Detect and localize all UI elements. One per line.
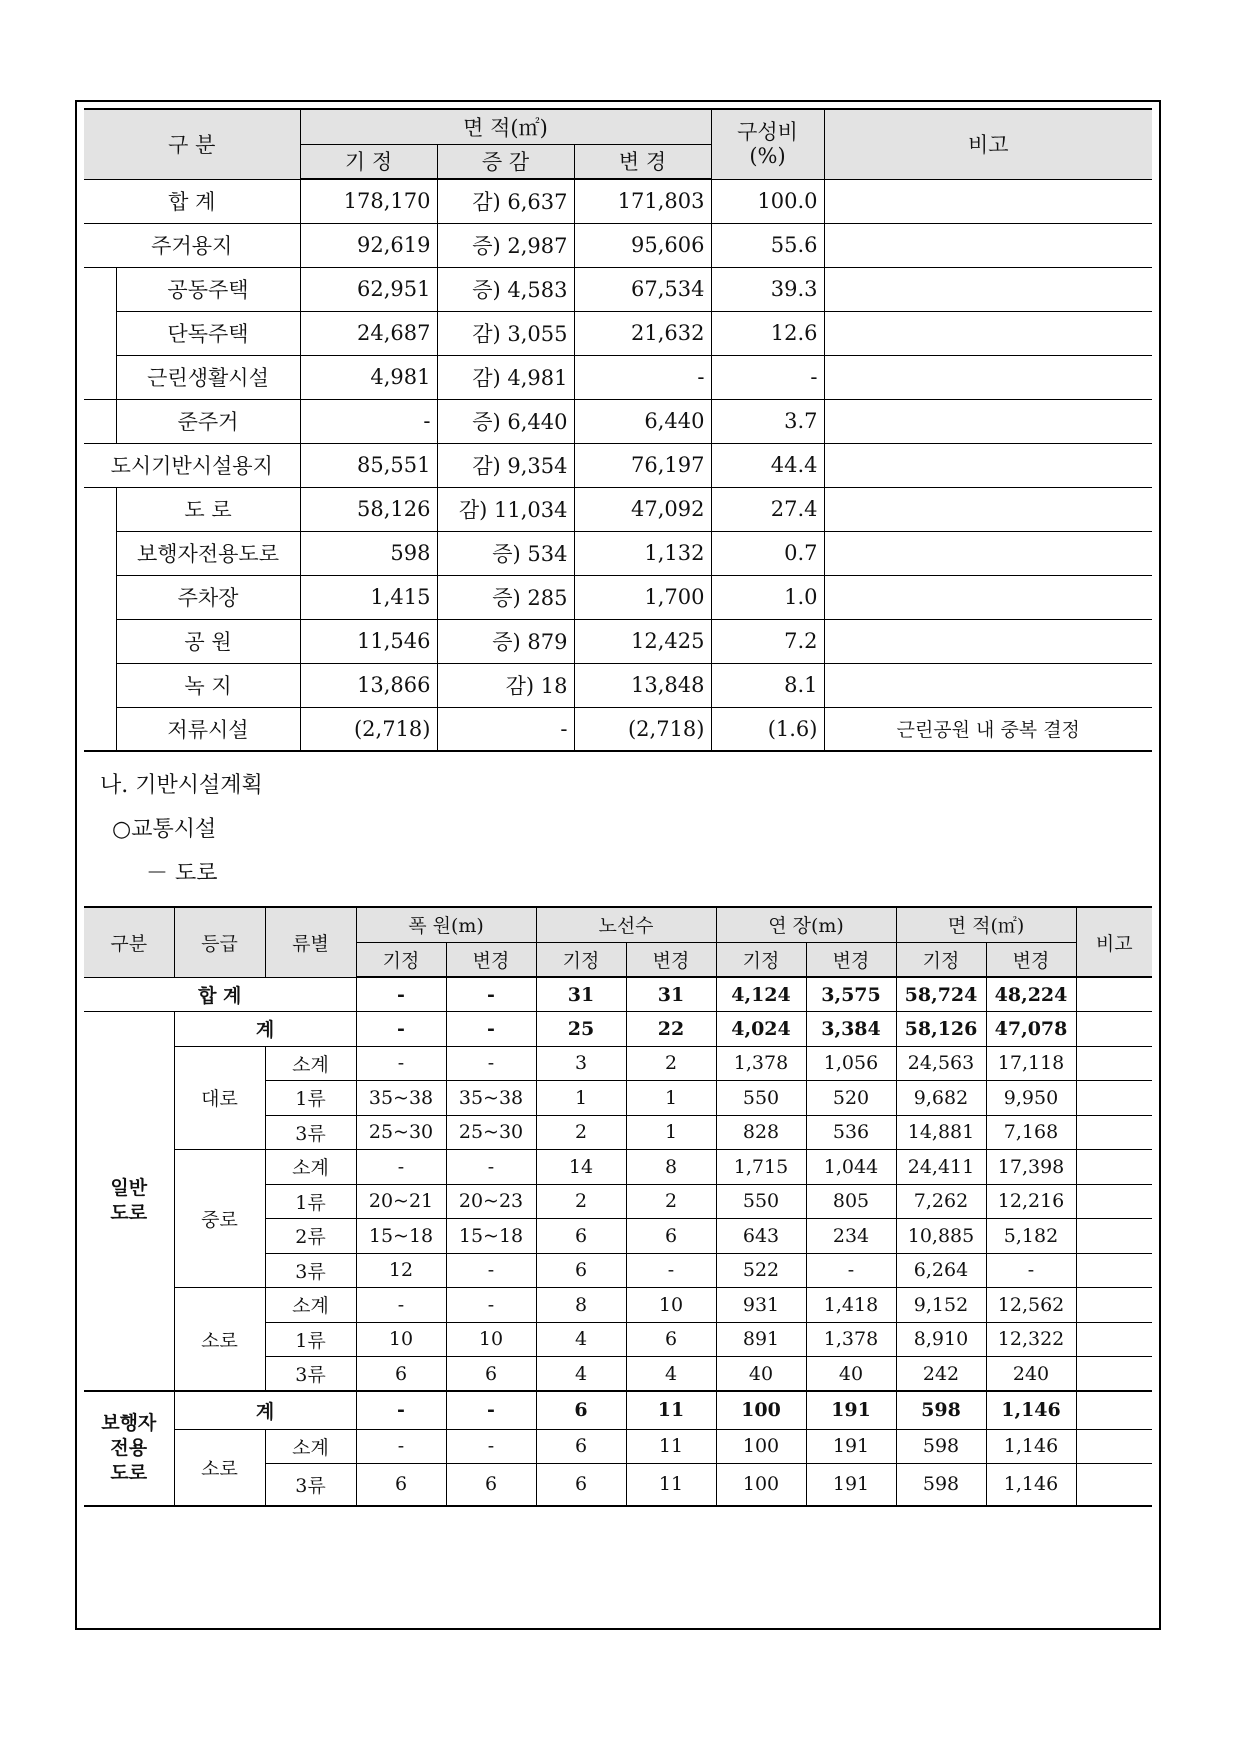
composition-ratio: (1.6) [711, 707, 824, 751]
length-revised: 40 [806, 1357, 896, 1392]
land-use-row [84, 443, 1152, 487]
note-cell [1076, 1046, 1152, 1081]
revised-area: 47,092 [574, 487, 711, 531]
grade-label: 소로 [174, 1429, 265, 1506]
note-cell [1076, 1322, 1152, 1357]
subtotal-label: 계 [174, 1391, 356, 1429]
length-revised: 1,418 [806, 1288, 896, 1323]
length-revised: 191 [806, 1391, 896, 1429]
length-existing: 100 [716, 1429, 806, 1464]
area-revised: 5,182 [986, 1219, 1076, 1254]
width-existing: 20~21 [356, 1184, 446, 1219]
area-revised: 17,118 [986, 1046, 1076, 1081]
width-revised: - [446, 977, 536, 1012]
road-row [84, 1150, 1152, 1185]
land-use-label: 주차장 [116, 575, 300, 619]
road-row [84, 1046, 1152, 1081]
note-cell [1076, 1464, 1152, 1506]
width-revised: 15~18 [446, 1219, 536, 1254]
lines-revised: 11 [626, 1429, 716, 1464]
length-existing: 4,124 [716, 977, 806, 1012]
existing-area: 11,546 [300, 619, 437, 663]
area-existing: 598 [896, 1429, 986, 1464]
road-header-lines-revised: 변경 [626, 942, 716, 977]
lines-revised: - [626, 1253, 716, 1288]
land-use-row [84, 575, 1152, 619]
class-label: 3류 [265, 1357, 356, 1392]
note-cell [824, 575, 1152, 619]
width-existing: 12 [356, 1253, 446, 1288]
class-label: 1류 [265, 1184, 356, 1219]
section-title: 나. 기반시설계획 [100, 773, 263, 798]
lines-existing: 6 [536, 1391, 626, 1429]
land-use-row [84, 663, 1152, 707]
length-existing: 100 [716, 1391, 806, 1429]
composition-ratio: 55.6 [711, 223, 824, 267]
road-table [84, 906, 1152, 1507]
note-cell: 근린공원 내 중복 결정 [824, 707, 1152, 751]
length-revised: - [806, 1253, 896, 1288]
length-existing: 550 [716, 1081, 806, 1116]
note-cell [1076, 1115, 1152, 1150]
section-subtitle: ○교통시설 [112, 817, 217, 842]
existing-area: 1,415 [300, 575, 437, 619]
note-cell [1076, 1184, 1152, 1219]
class-label: 2류 [265, 1219, 356, 1254]
class-label: 3류 [265, 1253, 356, 1288]
composition-ratio: 1.0 [711, 575, 824, 619]
area-existing: 9,152 [896, 1288, 986, 1323]
road-header-note: 비고 [1076, 907, 1152, 977]
area-revised: 240 [986, 1357, 1076, 1392]
road-header-class: 류별 [265, 907, 356, 977]
lines-revised: 8 [626, 1150, 716, 1185]
land-use-label: 공동주택 [116, 267, 300, 311]
area-change: 감) 11,034 [437, 487, 574, 531]
width-existing: - [356, 1391, 446, 1429]
area-change: 감) 18 [437, 663, 574, 707]
area-existing: 58,126 [896, 1012, 986, 1047]
note-cell [1076, 1012, 1152, 1047]
land-use-row [84, 223, 1152, 267]
length-revised: 1,056 [806, 1046, 896, 1081]
area-revised: 1,146 [986, 1391, 1076, 1429]
length-revised: 3,575 [806, 977, 896, 1012]
area-change: 감) 4,981 [437, 355, 574, 399]
revised-area: 6,440 [574, 399, 711, 443]
width-revised: 35~38 [446, 1081, 536, 1116]
land-use-label: 저류시설 [116, 707, 300, 751]
note-cell [824, 619, 1152, 663]
road-header-lines-existing: 기정 [536, 942, 626, 977]
lines-revised: 22 [626, 1012, 716, 1047]
area-revised: 12,216 [986, 1184, 1076, 1219]
lines-existing: 31 [536, 977, 626, 1012]
road-header-grade: 등급 [174, 907, 265, 977]
area-revised: 1,146 [986, 1464, 1076, 1506]
land-use-label: 공 원 [116, 619, 300, 663]
width-revised: 20~23 [446, 1184, 536, 1219]
lines-revised: 11 [626, 1391, 716, 1429]
land-use-row [84, 399, 1152, 443]
width-revised: - [446, 1012, 536, 1047]
revised-area: - [574, 355, 711, 399]
lines-revised: 1 [626, 1081, 716, 1116]
area-revised: 1,146 [986, 1429, 1076, 1464]
composition-ratio: 27.4 [711, 487, 824, 531]
composition-ratio: 100.0 [711, 179, 824, 223]
area-change: 증) 534 [437, 531, 574, 575]
note-cell [824, 663, 1152, 707]
length-revised: 191 [806, 1464, 896, 1506]
width-existing: 15~18 [356, 1219, 446, 1254]
width-revised: 6 [446, 1357, 536, 1392]
road-row [84, 1429, 1152, 1464]
note-cell [824, 355, 1152, 399]
existing-area: 178,170 [300, 179, 437, 223]
width-existing: - [356, 977, 446, 1012]
width-revised: - [446, 1150, 536, 1185]
note-cell [824, 531, 1152, 575]
width-existing: 35~38 [356, 1081, 446, 1116]
indent-spacer [84, 267, 116, 311]
lines-existing: 6 [536, 1429, 626, 1464]
area-existing: 7,262 [896, 1184, 986, 1219]
indent-spacer [84, 619, 116, 663]
length-existing: 643 [716, 1219, 806, 1254]
note-cell [824, 223, 1152, 267]
road-header-width: 폭 원(m) [356, 907, 536, 942]
existing-area: - [300, 399, 437, 443]
width-revised: 10 [446, 1322, 536, 1357]
note-cell [824, 179, 1152, 223]
length-revised: 234 [806, 1219, 896, 1254]
road-header-length-revised: 변경 [806, 942, 896, 977]
indent-spacer [84, 663, 116, 707]
area-existing: 598 [896, 1391, 986, 1429]
indent-spacer [84, 487, 116, 531]
road-header-length-existing: 기정 [716, 942, 806, 977]
lines-existing: 4 [536, 1322, 626, 1357]
existing-area: 85,551 [300, 443, 437, 487]
width-revised: - [446, 1391, 536, 1429]
note-cell [824, 311, 1152, 355]
area-existing: 598 [896, 1464, 986, 1506]
length-existing: 891 [716, 1322, 806, 1357]
area-change: 증) 879 [437, 619, 574, 663]
width-revised: - [446, 1253, 536, 1288]
note-cell [1076, 977, 1152, 1012]
width-existing: - [356, 1288, 446, 1323]
lines-existing: 8 [536, 1288, 626, 1323]
road-header-category: 구분 [84, 907, 174, 977]
general-road-label: 일반 도로 [84, 1012, 174, 1392]
length-existing: 828 [716, 1115, 806, 1150]
length-existing: 100 [716, 1464, 806, 1506]
area-existing: 10,885 [896, 1219, 986, 1254]
header-existing: 기 정 [300, 144, 437, 179]
composition-ratio: 8.1 [711, 663, 824, 707]
area-change: 감) 3,055 [437, 311, 574, 355]
header-note: 비고 [824, 109, 1152, 179]
area-existing: 24,411 [896, 1150, 986, 1185]
area-existing: 242 [896, 1357, 986, 1392]
width-existing: 25~30 [356, 1115, 446, 1150]
lines-revised: 2 [626, 1046, 716, 1081]
area-change: 증) 285 [437, 575, 574, 619]
lines-existing: 3 [536, 1046, 626, 1081]
land-use-label: 단독주택 [116, 311, 300, 355]
area-change: 증) 2,987 [437, 223, 574, 267]
lines-existing: 2 [536, 1184, 626, 1219]
lines-existing: 6 [536, 1219, 626, 1254]
note-cell [1076, 1081, 1152, 1116]
land-use-label: 녹 지 [116, 663, 300, 707]
width-revised: - [446, 1429, 536, 1464]
area-change: 증) 6,440 [437, 399, 574, 443]
class-label: 1류 [265, 1081, 356, 1116]
length-revised: 1,378 [806, 1322, 896, 1357]
length-revised: 191 [806, 1429, 896, 1464]
note-cell [1076, 1391, 1152, 1429]
land-use-row [84, 531, 1152, 575]
note-cell [824, 399, 1152, 443]
grade-label: 중로 [174, 1150, 265, 1288]
revised-area: 76,197 [574, 443, 711, 487]
road-header-width-revised: 변경 [446, 942, 536, 977]
road-row [84, 1288, 1152, 1323]
length-existing: 4,024 [716, 1012, 806, 1047]
area-existing: 8,910 [896, 1322, 986, 1357]
grade-label: 대로 [174, 1046, 265, 1150]
grade-label: 소로 [174, 1288, 265, 1392]
existing-area: 92,619 [300, 223, 437, 267]
length-existing: 40 [716, 1357, 806, 1392]
width-revised: - [446, 1046, 536, 1081]
class-label: 3류 [265, 1115, 356, 1150]
length-existing: 522 [716, 1253, 806, 1288]
indent-spacer [84, 399, 116, 443]
class-label: 소계 [265, 1288, 356, 1323]
area-revised: 17,398 [986, 1150, 1076, 1185]
lines-revised: 4 [626, 1357, 716, 1392]
composition-ratio: - [711, 355, 824, 399]
subtotal-label: 계 [174, 1012, 356, 1047]
area-change: 증) 4,583 [437, 267, 574, 311]
area-revised: 7,168 [986, 1115, 1076, 1150]
general-subtotal-row [84, 1012, 1152, 1047]
class-label: 소계 [265, 1150, 356, 1185]
road-header-length: 연 장(m) [716, 907, 896, 942]
lines-revised: 10 [626, 1288, 716, 1323]
area-change: 감) 6,637 [437, 179, 574, 223]
land-use-row [84, 179, 1152, 223]
area-existing: 14,881 [896, 1115, 986, 1150]
existing-area: 24,687 [300, 311, 437, 355]
length-revised: 805 [806, 1184, 896, 1219]
note-cell [1076, 1253, 1152, 1288]
lines-revised: 6 [626, 1322, 716, 1357]
width-existing: 6 [356, 1357, 446, 1392]
area-revised: 9,950 [986, 1081, 1076, 1116]
land-use-row [84, 619, 1152, 663]
area-existing: 24,563 [896, 1046, 986, 1081]
existing-area: 62,951 [300, 267, 437, 311]
road-header-area: 면 적(㎡) [896, 907, 1076, 942]
note-cell [1076, 1357, 1152, 1392]
lines-revised: 1 [626, 1115, 716, 1150]
length-revised: 536 [806, 1115, 896, 1150]
lines-revised: 11 [626, 1464, 716, 1506]
area-revised: 47,078 [986, 1012, 1076, 1047]
composition-ratio: 39.3 [711, 267, 824, 311]
land-use-label: 주거용지 [84, 223, 300, 267]
note-cell [1076, 1429, 1152, 1464]
area-revised: 48,224 [986, 977, 1076, 1012]
class-label: 소계 [265, 1046, 356, 1081]
lines-existing: 2 [536, 1115, 626, 1150]
area-existing: 9,682 [896, 1081, 986, 1116]
revised-area: 13,848 [574, 663, 711, 707]
lines-existing: 6 [536, 1253, 626, 1288]
lines-revised: 31 [626, 977, 716, 1012]
class-label: 소계 [265, 1429, 356, 1464]
land-use-label: 도시기반시설용지 [84, 443, 300, 487]
indent-spacer [84, 311, 116, 355]
composition-ratio: 0.7 [711, 531, 824, 575]
road-header-area-revised: 변경 [986, 942, 1076, 977]
lines-existing: 4 [536, 1357, 626, 1392]
existing-area: 58,126 [300, 487, 437, 531]
existing-area: (2,718) [300, 707, 437, 751]
pedestrian-road-label: 보행자 전용 도로 [84, 1391, 174, 1506]
area-existing: 58,724 [896, 977, 986, 1012]
lines-existing: 14 [536, 1150, 626, 1185]
width-existing: - [356, 1150, 446, 1185]
land-use-label: 보행자전용도로 [116, 531, 300, 575]
length-existing: 550 [716, 1184, 806, 1219]
revised-area: (2,718) [574, 707, 711, 751]
class-label: 1류 [265, 1322, 356, 1357]
width-revised: - [446, 1288, 536, 1323]
road-header-area-existing: 기정 [896, 942, 986, 977]
revised-area: 21,632 [574, 311, 711, 355]
land-use-table [84, 108, 1152, 752]
header-area: 면 적(㎡) [300, 109, 711, 144]
note-cell [1076, 1288, 1152, 1323]
revised-area: 1,132 [574, 531, 711, 575]
road-total-label: 합 계 [84, 977, 356, 1012]
width-existing: - [356, 1012, 446, 1047]
indent-spacer [84, 575, 116, 619]
note-cell [1076, 1219, 1152, 1254]
lines-existing: 6 [536, 1464, 626, 1506]
land-use-label: 근린생활시설 [116, 355, 300, 399]
land-use-label: 합 계 [84, 179, 300, 223]
land-use-row [84, 707, 1152, 751]
width-existing: 6 [356, 1464, 446, 1506]
area-revised: - [986, 1253, 1076, 1288]
land-use-row [84, 267, 1152, 311]
length-existing: 1,715 [716, 1150, 806, 1185]
land-use-label: 준주거 [116, 399, 300, 443]
width-existing: 10 [356, 1322, 446, 1357]
lines-revised: 6 [626, 1219, 716, 1254]
length-existing: 1,378 [716, 1046, 806, 1081]
header-category: 구 분 [84, 109, 300, 179]
composition-ratio: 44.4 [711, 443, 824, 487]
length-revised: 3,384 [806, 1012, 896, 1047]
note-cell [824, 443, 1152, 487]
land-use-row [84, 311, 1152, 355]
pedestrian-subtotal-row [84, 1391, 1152, 1429]
note-cell [824, 267, 1152, 311]
area-existing: 6,264 [896, 1253, 986, 1288]
indent-spacer [84, 355, 116, 399]
lines-existing: 25 [536, 1012, 626, 1047]
composition-ratio: 7.2 [711, 619, 824, 663]
area-change: - [437, 707, 574, 751]
existing-area: 598 [300, 531, 437, 575]
width-revised: 25~30 [446, 1115, 536, 1150]
width-existing: - [356, 1429, 446, 1464]
revised-area: 171,803 [574, 179, 711, 223]
composition-ratio: 3.7 [711, 399, 824, 443]
road-header-lines: 노선수 [536, 907, 716, 942]
road-total-row [84, 977, 1152, 1012]
lines-revised: 2 [626, 1184, 716, 1219]
area-revised: 12,322 [986, 1322, 1076, 1357]
length-existing: 931 [716, 1288, 806, 1323]
indent-spacer [84, 531, 116, 575]
length-revised: 520 [806, 1081, 896, 1116]
revised-area: 67,534 [574, 267, 711, 311]
revised-area: 12,425 [574, 619, 711, 663]
revised-area: 95,606 [574, 223, 711, 267]
section-item: － 도로 [146, 861, 218, 886]
note-cell [824, 487, 1152, 531]
header-revised: 변 경 [574, 144, 711, 179]
land-use-row [84, 487, 1152, 531]
area-change: 감) 9,354 [437, 443, 574, 487]
indent-spacer [84, 707, 116, 751]
land-use-label: 도 로 [116, 487, 300, 531]
existing-area: 4,981 [300, 355, 437, 399]
header-ratio: 구성비 (%) [711, 109, 824, 179]
lines-existing: 1 [536, 1081, 626, 1116]
length-revised: 1,044 [806, 1150, 896, 1185]
land-use-row [84, 355, 1152, 399]
road-header-width-existing: 기정 [356, 942, 446, 977]
existing-area: 13,866 [300, 663, 437, 707]
area-revised: 12,562 [986, 1288, 1076, 1323]
class-label: 3류 [265, 1464, 356, 1506]
width-existing: - [356, 1046, 446, 1081]
width-revised: 6 [446, 1464, 536, 1506]
revised-area: 1,700 [574, 575, 711, 619]
header-change: 증 감 [437, 144, 574, 179]
composition-ratio: 12.6 [711, 311, 824, 355]
note-cell [1076, 1150, 1152, 1185]
